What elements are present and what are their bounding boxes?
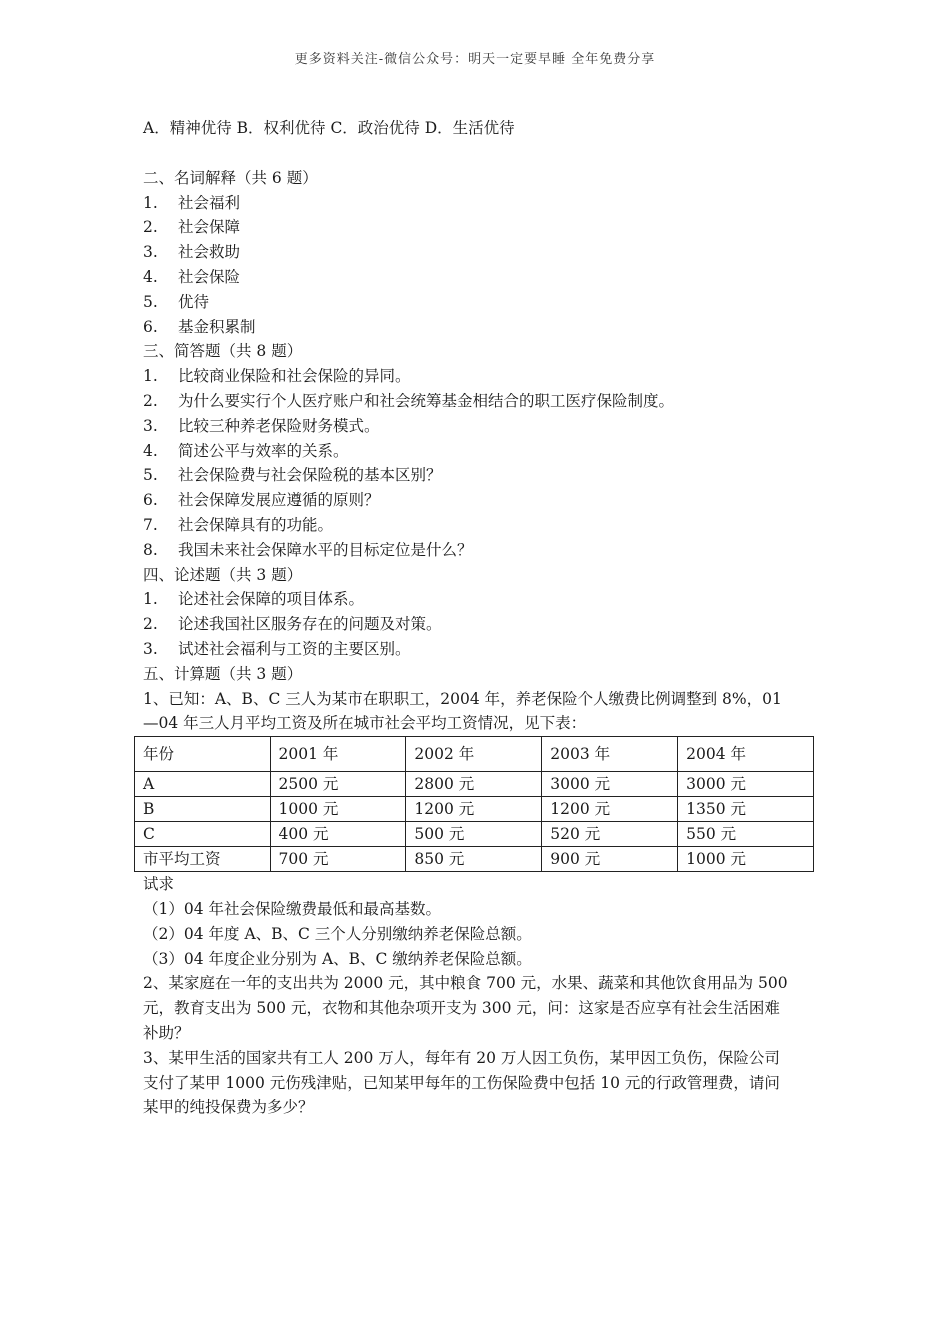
table-header-cell: 2004 年 — [678, 737, 814, 772]
table-cell: 3000 元 — [678, 772, 814, 797]
sub-question: （2）04 年度 A、B、C 三个人分别缴纳养老保险总额。 — [143, 924, 532, 943]
question-1-line-1: 1、已知：A、B、C 三人为某市在职职工，2004 年，养老保险个人缴费比例调整到 8%，01 — [143, 689, 782, 708]
section-title-calculation: 五、计算题（共 3 题） — [143, 664, 303, 683]
wage-table — [134, 736, 814, 872]
table-row — [135, 797, 814, 822]
table-cell: 1000 元 — [678, 847, 814, 872]
table-cell: 市平均工资 — [135, 847, 271, 872]
item-text: 论述我国社区服务存在的问题及对策。 — [178, 615, 442, 634]
table-cell: 900 元 — [542, 847, 678, 872]
item-number: 6. — [143, 491, 158, 510]
list-item — [143, 315, 815, 340]
sub-question: （1）04 年社会保险缴费最低和最高基数。 — [143, 899, 442, 918]
question-1-line-2: —04 年三人月平均工资及所在城市社会平均工资情况，见下表： — [143, 714, 587, 733]
table-header-cell: 2002 年 — [406, 737, 542, 772]
table-cell: 1200 元 — [542, 797, 678, 822]
list-item — [143, 612, 815, 637]
item-number: 3. — [143, 243, 158, 262]
table-cell: 2800 元 — [406, 772, 542, 797]
table-row — [135, 822, 814, 847]
section-title-short-answer: 三、简答题（共 8 题） — [143, 342, 303, 361]
item-text: 简述公平与效率的关系。 — [178, 441, 349, 460]
table-cell: 1000 元 — [270, 797, 406, 822]
item-text: 论述社会保障的项目体系。 — [178, 590, 365, 609]
item-number: 5. — [143, 466, 158, 485]
sub-question: （3）04 年度企业分别为 A、B、C 缴纳养老保险总额。 — [143, 949, 532, 968]
table-cell: 850 元 — [406, 847, 542, 872]
list-item — [143, 538, 815, 563]
list-item — [143, 364, 815, 389]
list-item — [143, 215, 815, 240]
question-3-line: 3、某甲生活的国家共有工人 200 万人，每年有 20 万人因工负伤，某甲因工负伤，保险公司 — [143, 1048, 780, 1067]
table-cell: 1200 元 — [406, 797, 542, 822]
list-item — [143, 240, 815, 265]
table-cell: 1350 元 — [678, 797, 814, 822]
item-number: 1. — [143, 590, 158, 609]
table-row — [135, 772, 814, 797]
question-2-line: 补助？ — [143, 1023, 190, 1042]
section-title-essay: 四、论述题（共 3 题） — [143, 565, 303, 584]
item-text: 社会保险 — [178, 267, 241, 286]
item-text: 社会救助 — [178, 243, 241, 262]
table-cell: 3000 元 — [542, 772, 678, 797]
item-number: 8. — [143, 540, 158, 559]
item-number: 1. — [143, 367, 158, 386]
table-header-cell: 年份 — [135, 737, 271, 772]
section-title-terms: 二、名词解释（共 6 题） — [143, 168, 318, 187]
item-text: 比较商业保险和社会保险的异同。 — [178, 367, 411, 386]
ask-label: 试求 — [143, 875, 175, 894]
list-item — [143, 389, 815, 414]
question-3-line: 支付了某甲 1000 元伤残津贴，已知某甲每年的工伤保险费中包括 10 元的行政管理费，请问 — [143, 1073, 780, 1092]
list-item — [143, 488, 815, 513]
table-cell: B — [135, 797, 271, 822]
table-header-cell: 2001 年 — [270, 737, 406, 772]
item-number: 2. — [143, 615, 158, 634]
table-cell: 700 元 — [270, 847, 406, 872]
item-text: 社会福利 — [178, 193, 241, 212]
item-text: 社会保障具有的功能。 — [178, 515, 334, 534]
list-item — [143, 265, 815, 290]
spacer — [143, 141, 815, 166]
table-cell: A — [135, 772, 271, 797]
table-header-row — [135, 737, 814, 772]
list-item — [143, 191, 815, 216]
table-cell: 550 元 — [678, 822, 814, 847]
table-cell: 2500 元 — [270, 772, 406, 797]
item-text: 比较三种养老保险财务模式。 — [178, 416, 380, 435]
item-text: 优待 — [178, 292, 210, 311]
item-number: 3. — [143, 639, 158, 658]
question-2-line: 元，教育支出为 500 元，衣物和其他杂项开支为 300 元，问：这家是否应享有社会生活困难 — [143, 999, 780, 1018]
item-text: 社会保险费与社会保险税的基本区别？ — [178, 466, 442, 485]
document-body — [143, 116, 815, 1120]
table-cell: 400 元 — [270, 822, 406, 847]
item-text: 社会保障发展应遵循的原则？ — [178, 491, 380, 510]
item-number: 3. — [143, 416, 158, 435]
question-3-line: 某甲的纯投保费为多少？ — [143, 1098, 314, 1117]
table-cell: 520 元 — [542, 822, 678, 847]
list-item — [143, 463, 815, 488]
list-item — [143, 513, 815, 538]
page-header: 更多资料关注-微信公众号：明天一定要早睡 全年免费分享 — [294, 52, 656, 67]
item-number: 7. — [143, 515, 158, 534]
list-item — [143, 290, 815, 315]
item-number: 6. — [143, 317, 158, 336]
question-2-line: 2、某家庭在一年的支出共为 2000 元，其中粮食 700 元，水果、蔬菜和其他饮食用品为 500 — [143, 974, 788, 993]
table-cell: 500 元 — [406, 822, 542, 847]
list-item — [143, 439, 815, 464]
table-row — [135, 847, 814, 872]
item-text: 试述社会福利与工资的主要区别。 — [178, 639, 411, 658]
item-number: 1. — [143, 193, 158, 212]
item-number: 5. — [143, 292, 158, 311]
item-text: 社会保障 — [178, 218, 241, 237]
list-item — [143, 587, 815, 612]
table-header-cell: 2003 年 — [542, 737, 678, 772]
options-line: A．精神优待 B．权利优待 C．政治优待 D．生活优待 — [143, 119, 515, 137]
item-number: 2. — [143, 218, 158, 237]
table-cell: C — [135, 822, 271, 847]
list-item — [143, 637, 815, 662]
item-text: 基金积累制 — [178, 317, 256, 336]
item-text: 为什么要实行个人医疗账户和社会统筹基金相结合的职工医疗保险制度。 — [178, 391, 675, 410]
item-number: 2. — [143, 391, 158, 410]
item-number: 4. — [143, 441, 158, 460]
item-number: 4. — [143, 267, 158, 286]
list-item — [143, 414, 815, 439]
item-text: 我国未来社会保障水平的目标定位是什么？ — [178, 540, 473, 559]
